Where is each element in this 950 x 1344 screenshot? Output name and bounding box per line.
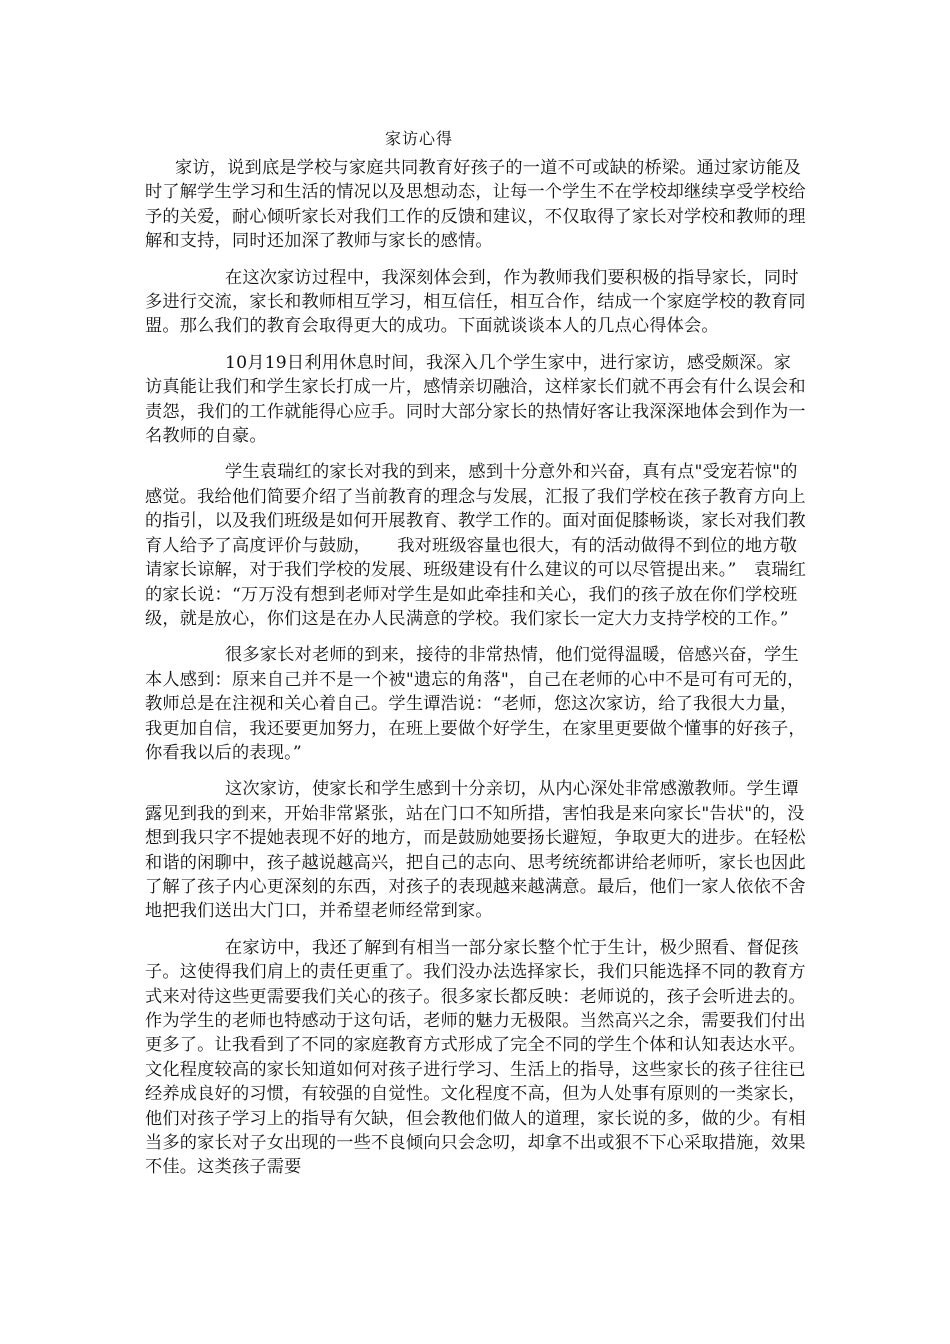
paragraph-4: 学生袁瑞红的家长对我的到来，感到十分意外和兴奋，真有点"受宠若惊"的感觉。我给他们简要介绍了当前教育的理念与发展，汇报了我们学校在孩子教育方向上的指引，以及我们班级是如何开展教育、教学工作的。面对面促膝畅谈，家长对我们教育人给予了高度评价与鼓励， 我对班级容量也很大，有的活动做得不到位的地方敬请家长谅解，对于我们学校的发展、班级建设有什么建议的可以尽管提出来。” 袁瑞红的家长说：“万万没有想到老师对学生是如此牵挂和关心，我们的孩子放在你们学校班级，就是放心，你们这是在办人民满意的学校。我们家长一定大力支持学校的工作。” bbox=[145, 462, 807, 629]
paragraph-3: 10月19日利用休息时间，我深入几个学生家中，进行家访，感受颇深。家访真能让我们和学生家长打成一片，感情亲切融洽，这样家长们就不再会有什么误会和责怨，我们的工作就能得心应手。同时大部分家长的热情好客让我深深地体会到作为一名教师的自豪。 bbox=[145, 352, 806, 447]
paragraph-6: 这次家访，使家长和学生感到十分亲切，从内心深处非常感激教师。学生谭露见到我的到来，开始非常紧张，站在门口不知所措，害怕我是来向家长"告状"的，没想到我只字不提她表现不好的地方，而是鼓励她要扬长避短，争取更大的进步。在轻松和谐的闲聊中，孩子越说越高兴，把自己的志向、思考统统都讲给老师听，家长也因此了解了孩子内心更深刻的东西，对孩子的表现越来越满意。最后，他们一家人依依不舍地把我们送出大门口，并希望老师经常到家。 bbox=[145, 779, 806, 922]
document-title: 家访心得 bbox=[385, 129, 454, 148]
paragraph-7: 在家访中，我还了解到有相当一部分家长整个忙于生计，极少照看、督促孩子。这使得我们肩上的责任更重了。我们没办法选择家长，我们只能选择不同的教育方式来对待这些更需要我们关心的孩子。很多家长都反映：老师说的，孩子会听进去的。作为学生的老师也特感动于这句话，老师的魅力无极限。当然高兴之余，需要我们付出更多了。让我看到了不同的家庭教育方式形成了完全不同的学生个体和认知表达水平。文化程度较高的家长知道如何对孩子进行学习、生活上的指导，这些家长的孩子往往已经养成良好的习惯，有较强的自觉性。文化程度不高，但为人处事有原则的一类家长，他们对孩子学习上的指导有欠缺，但会教他们做人的道理，家长说的多，做的少。有相当多的家长对子女出现的一些不良倾向只会念叨，却拿不出或狠不下心采取措施，效果不佳。这类孩子需要 bbox=[145, 937, 806, 1178]
paragraph-1: 家访，说到底是学校与家庭共同教育好孩子的一道不可或缺的桥梁。通过家访能及时了解学生学习和生活的情况以及思想动态，让每一个学生不在学校却继续享受学校给予的关爱，耐心倾听家长对我们工作的反馈和建议，不仅取得了家长对学校和教师的理解和支持，同时还加深了教师与家长的感情。 bbox=[145, 158, 806, 252]
document-body bbox=[145, 156, 807, 1192]
paragraph-5: 很多家长对老师的到来，接待的非常热情，他们觉得温暖，倍感兴奋，学生本人感到：原来自己并不是一个被"遗忘的角落"，自己在老师的心中不是可有可无的，教师总是在注视和关心着自己。学生谭浩说：“老师，您这次家访，给了我很大力量，我更加自信，我还要更加努力，在班上要做个好学生，在家里更要做个懂事的好孩子，你看我以后的表现。” bbox=[145, 645, 806, 763]
paragraph-2: 在这次家访过程中，我深刻体会到，作为教师我们要积极的指导家长，同时多进行交流，家长和教师相互学习，相互信任，相互合作，结成一个家庭学校的教育同盟。那么我们的教育会取得更大的成功。下面就谈谈本人的几点心得体会。 bbox=[145, 267, 806, 337]
